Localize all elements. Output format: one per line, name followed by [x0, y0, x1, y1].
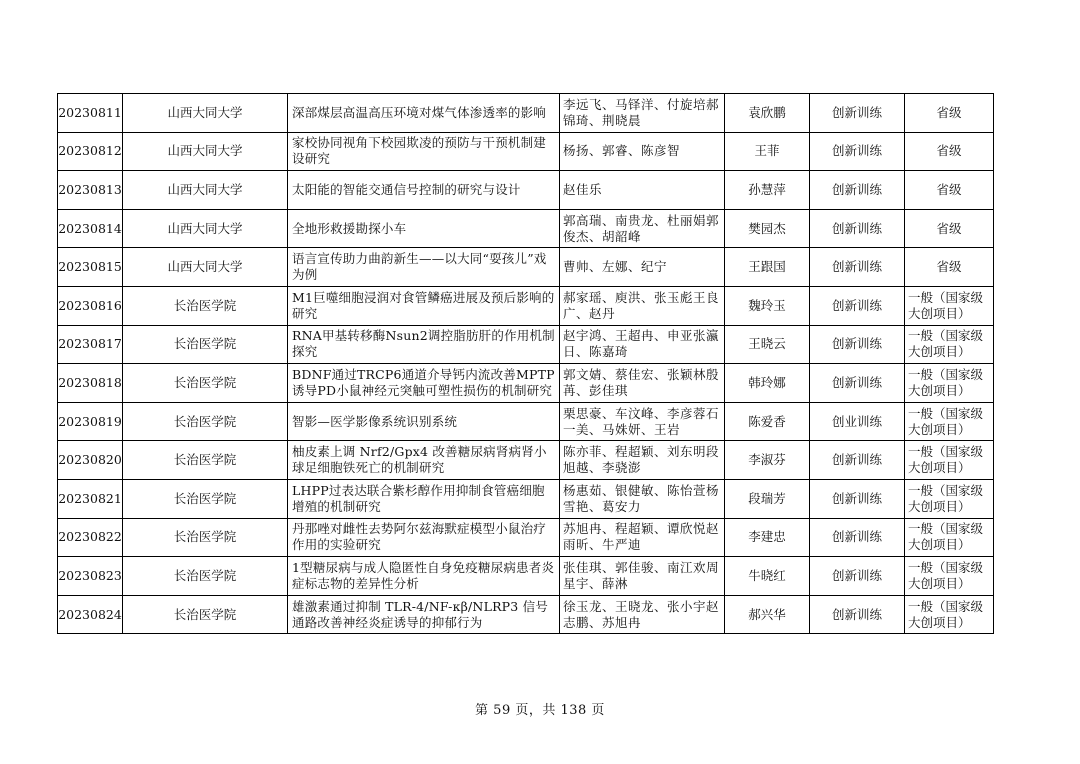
project-type-cell-text: 创业训练 — [831, 413, 882, 429]
project-type-cell-text: 创新训练 — [831, 181, 882, 197]
project-type-cell-text: 创新训练 — [831, 336, 882, 352]
members-cell-text: 郭高瑞、南贵龙、杜丽娟郭俊杰、胡韶峰 — [563, 212, 720, 244]
table-row — [58, 479, 994, 518]
project-level-cell-text: 一般（国家级大创项目） — [908, 289, 984, 321]
table-row — [58, 94, 994, 133]
project-title-cell — [288, 364, 560, 403]
school-cell-text: 长治医学院 — [173, 567, 237, 583]
project-title-cell-text: RNA甲基转移酶Nsun2调控脂肪肝的作用机制探究 — [292, 328, 555, 360]
project-title-cell — [288, 479, 560, 518]
project-type-cell-text: 创新训练 — [831, 606, 882, 622]
school-cell — [123, 402, 288, 441]
project-type-cell-text: 创新训练 — [831, 143, 882, 159]
table-row — [58, 364, 994, 403]
project-title-cell-text: 太阳能的智能交通信号控制的研究与设计 — [292, 181, 521, 197]
project-title-cell — [288, 248, 560, 287]
project-type-cell-text: 创新训练 — [831, 104, 882, 120]
project-title-cell — [288, 518, 560, 557]
advisor-cell — [725, 595, 810, 634]
project-level-cell-text: 一般（国家级大创项目） — [908, 405, 984, 437]
members-cell-text: 李远飞、马铎洋、付旋培郝锦琦、荆晓晨 — [563, 96, 720, 128]
advisor-cell — [725, 248, 810, 287]
project-title-cell-text: 全地形救援勘探小车 — [292, 220, 407, 236]
project-id-cell-text: 20230821 — [58, 490, 122, 506]
project-level-cell-text: 省级 — [936, 104, 962, 120]
advisor-cell — [725, 479, 810, 518]
project-title-cell — [288, 325, 560, 364]
project-title-cell-text: 家校协同视角下校园欺凌的预防与干预机制建设研究 — [292, 135, 547, 167]
project-level-cell — [905, 248, 994, 287]
project-title-cell-text: 1型糖尿病与成人隐匿性自身免疫糖尿病患者炎症标志物的差异性分析 — [292, 559, 555, 591]
school-cell-text: 山西大同大学 — [167, 181, 243, 197]
project-id-cell-text: 20230816 — [58, 297, 122, 313]
advisor-cell — [725, 364, 810, 403]
project-type-cell-text: 创新训练 — [831, 490, 882, 506]
project-type-cell — [810, 518, 905, 557]
project-id-cell-text: 20230823 — [58, 567, 122, 583]
school-cell-text: 长治医学院 — [173, 606, 237, 622]
project-title-cell — [288, 209, 560, 248]
project-id-cell-text: 20230811 — [58, 104, 122, 120]
project-id-cell-text: 20230815 — [58, 259, 122, 275]
project-id-cell — [58, 518, 123, 557]
project-level-cell — [905, 595, 994, 634]
advisor-cell-text: 李建忠 — [748, 529, 786, 545]
members-cell-text: 杨扬、郭睿、陈彦智 — [563, 143, 681, 159]
project-type-cell — [810, 171, 905, 210]
school-cell — [123, 94, 288, 133]
school-cell-text: 长治医学院 — [173, 336, 237, 352]
project-level-cell — [905, 518, 994, 557]
school-cell-text: 长治医学院 — [173, 374, 237, 390]
project-type-cell-text: 创新训练 — [831, 374, 882, 390]
project-title-cell — [288, 441, 560, 480]
project-id-cell-text: 20230817 — [58, 336, 122, 352]
school-cell — [123, 479, 288, 518]
project-level-cell-text: 省级 — [936, 143, 962, 159]
school-cell-text: 山西大同大学 — [167, 220, 243, 236]
project-type-cell-text: 创新训练 — [831, 529, 882, 545]
project-level-cell-text: 一般（国家级大创项目） — [908, 328, 984, 360]
school-cell — [123, 518, 288, 557]
project-table-container — [57, 93, 993, 634]
school-cell — [123, 557, 288, 596]
table-row — [58, 286, 994, 325]
project-id-cell-text: 20230820 — [58, 452, 122, 468]
advisor-cell-text: 魏玲玉 — [748, 297, 786, 313]
table-row — [58, 132, 994, 171]
advisor-cell — [725, 132, 810, 171]
table-row — [58, 441, 994, 480]
table-body — [58, 94, 994, 634]
advisor-cell-text: 牛晓红 — [748, 567, 786, 583]
project-id-cell — [58, 171, 123, 210]
project-title-cell — [288, 94, 560, 133]
school-cell — [123, 248, 288, 287]
advisor-cell-text: 郝兴华 — [748, 606, 786, 622]
project-id-cell — [58, 132, 123, 171]
project-type-cell — [810, 94, 905, 133]
members-cell — [560, 402, 725, 441]
project-type-cell-text: 创新训练 — [831, 452, 882, 468]
project-id-cell — [58, 479, 123, 518]
table-row — [58, 248, 994, 287]
project-type-cell-text: 创新训练 — [831, 220, 882, 236]
project-title-cell-text: BDNF通过TRCP6通道介导钙内流改善MPTP诱导PD小鼠神经元突触可塑性损伤的机制研究 — [292, 366, 555, 398]
advisor-cell-text: 樊园杰 — [748, 220, 786, 236]
advisor-cell-text: 李淑芬 — [748, 452, 786, 468]
advisor-cell — [725, 441, 810, 480]
advisor-cell — [725, 171, 810, 210]
project-level-cell — [905, 209, 994, 248]
project-type-cell — [810, 364, 905, 403]
school-cell — [123, 325, 288, 364]
advisor-cell — [725, 325, 810, 364]
school-cell-text: 山西大同大学 — [167, 104, 243, 120]
project-level-cell-text: 一般（国家级大创项目） — [908, 598, 984, 630]
project-level-cell — [905, 402, 994, 441]
school-cell — [123, 286, 288, 325]
members-cell — [560, 518, 725, 557]
project-level-cell-text: 一般（国家级大创项目） — [908, 482, 984, 514]
project-level-cell — [905, 286, 994, 325]
project-type-cell — [810, 132, 905, 171]
project-level-cell-text: 一般（国家级大创项目） — [908, 444, 984, 476]
members-cell-text: 杨惠茹、银健敏、陈怡萱杨雪艳、葛安力 — [563, 482, 720, 514]
project-level-cell — [905, 364, 994, 403]
project-id-cell-text: 20230819 — [58, 413, 122, 429]
school-cell-text: 长治医学院 — [173, 297, 237, 313]
school-cell — [123, 171, 288, 210]
members-cell-text: 郝家瑶、庾洪、张玉彪王良广、赵丹 — [563, 289, 720, 321]
advisor-cell-text: 王跟国 — [748, 259, 786, 275]
project-type-cell — [810, 325, 905, 364]
members-cell-text: 郭文婧、蔡佳宏、张颖林殷苒、彭佳琪 — [563, 366, 720, 398]
members-cell-text: 徐玉龙、王晓龙、张小宇赵志鹏、苏旭冉 — [563, 598, 720, 630]
members-cell-text: 陈亦菲、程超颖、刘东明段旭越、李骁澎 — [563, 444, 720, 476]
project-id-cell — [58, 94, 123, 133]
advisor-cell-text: 袁欣鹏 — [748, 104, 786, 120]
school-cell-text: 山西大同大学 — [167, 259, 243, 275]
project-level-cell-text: 省级 — [936, 259, 962, 275]
members-cell-text: 曹帅、左娜、纪宁 — [563, 259, 668, 275]
project-level-cell-text: 一般（国家级大创项目） — [908, 559, 984, 591]
project-id-cell — [58, 248, 123, 287]
project-title-cell — [288, 286, 560, 325]
members-cell — [560, 94, 725, 133]
table-row — [58, 557, 994, 596]
members-cell — [560, 209, 725, 248]
table-row — [58, 595, 994, 634]
members-cell — [560, 479, 725, 518]
table-row — [58, 402, 994, 441]
project-type-cell — [810, 595, 905, 634]
project-title-cell-text: 雄激素通过抑制 TLR-4/NF-κβ/NLRP3 信号通路改善神经炎症诱导的抑郁行为 — [292, 598, 549, 630]
members-cell-text: 栗思豪、车汶峰、李彦蓉石一美、马姝妍、王岩 — [563, 405, 720, 437]
project-level-cell — [905, 479, 994, 518]
members-cell — [560, 171, 725, 210]
school-cell-text: 山西大同大学 — [167, 143, 243, 159]
members-cell — [560, 132, 725, 171]
project-type-cell — [810, 402, 905, 441]
advisor-cell-text: 陈爱香 — [748, 413, 786, 429]
advisor-cell — [725, 286, 810, 325]
project-id-cell — [58, 325, 123, 364]
advisor-cell — [725, 94, 810, 133]
project-title-cell-text: M1巨噬细胞浸润对食管鳞癌进展及预后影响的研究 — [292, 289, 555, 321]
members-cell — [560, 248, 725, 287]
project-id-cell — [58, 441, 123, 480]
project-type-cell — [810, 557, 905, 596]
project-table — [57, 93, 994, 634]
project-title-cell-text: 柚皮素上调 Nrf2/Gpx4 改善糖尿病肾病肾小球足细胞铁死亡的机制研究 — [292, 444, 547, 476]
members-cell-text: 苏旭冉、程超颖、谭欣悦赵雨昕、牛严迪 — [563, 521, 720, 553]
school-cell-text: 长治医学院 — [173, 529, 237, 545]
project-level-cell-text: 省级 — [936, 220, 962, 236]
members-cell — [560, 364, 725, 403]
project-type-cell — [810, 441, 905, 480]
project-title-cell — [288, 402, 560, 441]
project-type-cell — [810, 286, 905, 325]
project-title-cell-text: 深部煤层高温高压环境对煤气体渗透率的影响 — [292, 104, 547, 120]
project-id-cell — [58, 209, 123, 248]
project-title-cell — [288, 132, 560, 171]
project-level-cell — [905, 441, 994, 480]
project-type-cell-text: 创新训练 — [831, 567, 882, 583]
members-cell — [560, 557, 725, 596]
project-id-cell-text: 20230812 — [58, 143, 122, 159]
members-cell-text: 赵宇鸿、王超冉、申亚张瀛日、陈嘉琦 — [563, 328, 720, 360]
members-cell-text: 张佳琪、郭佳骏、南江欢周星宇、薛淋 — [563, 559, 720, 591]
advisor-cell-text: 韩玲娜 — [748, 374, 786, 390]
project-type-cell-text: 创新训练 — [831, 259, 882, 275]
advisor-cell — [725, 402, 810, 441]
project-type-cell — [810, 479, 905, 518]
project-title-cell-text: 智影—医学影像系统识别系统 — [292, 413, 458, 429]
page-number-footer: 第 59 页，共 138 页 — [475, 703, 605, 718]
project-level-cell — [905, 171, 994, 210]
project-type-cell-text: 创新训练 — [831, 297, 882, 313]
table-row — [58, 518, 994, 557]
school-cell — [123, 441, 288, 480]
advisor-cell — [725, 518, 810, 557]
project-id-cell — [58, 286, 123, 325]
project-title-cell — [288, 557, 560, 596]
school-cell-text: 长治医学院 — [173, 413, 237, 429]
table-row — [58, 209, 994, 248]
members-cell — [560, 441, 725, 480]
project-level-cell — [905, 557, 994, 596]
school-cell — [123, 595, 288, 634]
project-id-cell-text: 20230822 — [58, 529, 122, 545]
table-row — [58, 171, 994, 210]
project-title-cell-text: 丹那唑对雌性去势阿尔兹海默症模型小鼠治疗作用的实验研究 — [292, 521, 547, 553]
project-id-cell — [58, 364, 123, 403]
members-cell — [560, 595, 725, 634]
table-row — [58, 325, 994, 364]
project-id-cell-text: 20230813 — [58, 181, 122, 197]
advisor-cell-text: 孙慧萍 — [748, 181, 786, 197]
project-title-cell — [288, 171, 560, 210]
school-cell — [123, 364, 288, 403]
project-title-cell-text: LHPP过表达联合紫杉醇作用抑制食管癌细胞增殖的机制研究 — [292, 482, 545, 514]
members-cell — [560, 286, 725, 325]
project-title-cell-text: 语言宣传助力曲韵新生——以大同“耍孩儿”戏为例 — [292, 251, 547, 283]
project-level-cell-text: 一般（国家级大创项目） — [908, 366, 984, 398]
school-cell — [123, 132, 288, 171]
advisor-cell-text: 段瑞芳 — [748, 490, 786, 506]
advisor-cell-text: 王晓云 — [748, 336, 786, 352]
advisor-cell — [725, 209, 810, 248]
advisor-cell — [725, 557, 810, 596]
project-level-cell — [905, 94, 994, 133]
members-cell — [560, 325, 725, 364]
project-type-cell — [810, 209, 905, 248]
school-cell-text: 长治医学院 — [173, 490, 237, 506]
project-id-cell — [58, 557, 123, 596]
school-cell-text: 长治医学院 — [173, 452, 237, 468]
members-cell-text: 赵佳乐 — [563, 181, 603, 197]
project-id-cell — [58, 595, 123, 634]
project-level-cell — [905, 325, 994, 364]
project-title-cell — [288, 595, 560, 634]
project-id-cell-text: 20230818 — [58, 374, 122, 390]
school-cell — [123, 209, 288, 248]
project-level-cell — [905, 132, 994, 171]
project-id-cell-text: 20230824 — [58, 606, 122, 622]
project-level-cell-text: 一般（国家级大创项目） — [908, 521, 984, 553]
advisor-cell-text: 王菲 — [754, 143, 780, 159]
project-id-cell — [58, 402, 123, 441]
project-type-cell — [810, 248, 905, 287]
project-id-cell-text: 20230814 — [58, 220, 122, 236]
project-level-cell-text: 省级 — [936, 181, 962, 197]
